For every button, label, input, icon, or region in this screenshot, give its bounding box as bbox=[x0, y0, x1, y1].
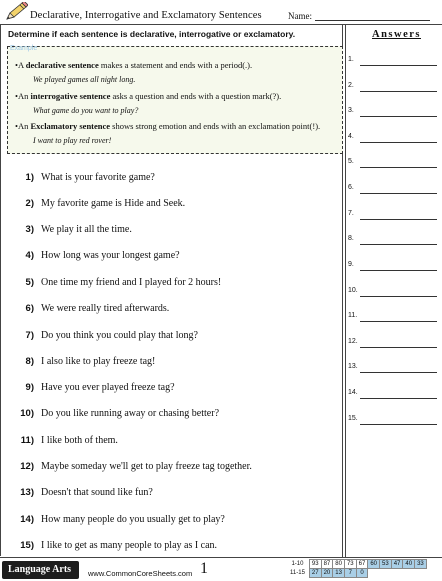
question-13: 13) Doesn't that sound like fun? bbox=[20, 487, 153, 498]
answer-line-12[interactable]: 12. bbox=[348, 338, 436, 350]
name-field[interactable] bbox=[315, 20, 430, 21]
score-cell: 33 bbox=[415, 560, 427, 569]
score-row-1-10 bbox=[288, 560, 426, 569]
question-1: 1) What is your favorite game? bbox=[25, 172, 155, 183]
score-cell: 93 bbox=[309, 560, 321, 569]
question-9: 9) Have you ever played freeze tag? bbox=[25, 382, 175, 393]
instruction-text: Determine if each sentence is declarative, interrogative or exclamatory. bbox=[8, 29, 296, 39]
question-11: 11) I like both of them. bbox=[20, 435, 118, 446]
answer-line-2[interactable]: 2. bbox=[348, 82, 436, 94]
footer-divider bbox=[0, 557, 442, 558]
score-cell: 47 bbox=[391, 560, 403, 569]
question-14: 14) How many people do you usually get to play? bbox=[20, 514, 225, 525]
score-cell: 73 bbox=[344, 560, 356, 569]
score-row-11-15 bbox=[288, 569, 426, 578]
answers-title: Answers bbox=[372, 29, 421, 40]
page-number: 1 bbox=[200, 560, 208, 577]
score-cell: 7 bbox=[344, 569, 356, 578]
score-cell: 87 bbox=[321, 560, 333, 569]
question-12: 12) Maybe someday we'll get to play freeze tag together. bbox=[20, 461, 252, 472]
example-declarative: We played games all night long. bbox=[33, 75, 136, 84]
score-table bbox=[288, 559, 427, 578]
subject-badge-label: Language Arts bbox=[8, 564, 72, 575]
question-8: 8) I also like to play freeze tag! bbox=[25, 356, 156, 367]
score-cell: 53 bbox=[380, 560, 392, 569]
answer-line-9[interactable]: 9. bbox=[348, 261, 436, 273]
answer-line-14[interactable]: 14. bbox=[348, 389, 436, 401]
worksheet-title: Declarative, Interrogative and Exclamatory Sentences bbox=[30, 10, 262, 21]
question-4: 4) How long was your longest game? bbox=[25, 250, 180, 261]
score-cell: 0 bbox=[356, 569, 368, 578]
answer-line-7[interactable]: 7. bbox=[348, 210, 436, 222]
answer-line-6[interactable]: 6. bbox=[348, 184, 436, 196]
question-15: 15) I like to get as many people to play as I can. bbox=[20, 540, 218, 551]
score-cell: 67 bbox=[356, 560, 368, 569]
site-url: www.CommonCoreSheets.com bbox=[88, 569, 193, 578]
question-5: 5) One time my friend and I played for 2 hours! bbox=[25, 277, 222, 288]
answer-line-13[interactable]: 13. bbox=[348, 363, 436, 375]
rule-exclamatory: •An Exclamatory sentence shows strong emotion and ends with an exclamation point(!). bbox=[15, 121, 321, 131]
score-row-label: 1-10 bbox=[291, 561, 304, 567]
score-row-label: 11-15 bbox=[290, 570, 305, 576]
answer-line-11[interactable]: 11. bbox=[348, 312, 436, 324]
question-3: 3) We play it all the time. bbox=[25, 224, 132, 235]
pencil-icon bbox=[4, 2, 28, 22]
answer-line-15[interactable]: 15. bbox=[348, 415, 436, 427]
example-tag: Example bbox=[10, 45, 38, 52]
example-exclamatory: I want to play red rover! bbox=[33, 136, 112, 145]
answer-line-4[interactable]: 4. bbox=[348, 133, 436, 145]
question-10: 10) Do you like running away or chasing better? bbox=[20, 408, 220, 419]
question-7: 7) Do you think you could play that long? bbox=[25, 330, 198, 341]
answer-line-10[interactable]: 10. bbox=[348, 287, 436, 299]
score-cell: 20 bbox=[321, 569, 333, 578]
question-2: 2) My favorite game is Hide and Seek. bbox=[25, 198, 186, 209]
question-6: 6) We were really tired afterwards. bbox=[25, 303, 170, 314]
example-interrogative: What game do you want to play? bbox=[33, 106, 139, 115]
answer-line-5[interactable]: 5. bbox=[348, 158, 436, 170]
answer-line-8[interactable]: 8. bbox=[348, 235, 436, 247]
score-cell: 27 bbox=[309, 569, 321, 578]
answer-line-1[interactable]: 1. bbox=[348, 56, 436, 68]
score-cell: 80 bbox=[333, 560, 345, 569]
answer-line-3[interactable]: 3. bbox=[348, 107, 436, 119]
score-cell: 13 bbox=[333, 569, 345, 578]
rule-interrogative: •An interrogative sentence asks a question and ends with a question mark(?). bbox=[15, 91, 282, 101]
name-label: Name: bbox=[288, 11, 312, 21]
score-cell: 60 bbox=[368, 560, 380, 569]
score-cell: 40 bbox=[403, 560, 415, 569]
rule-declarative: •A declarative sentence makes a statement and ends with a period(.). bbox=[15, 60, 253, 70]
